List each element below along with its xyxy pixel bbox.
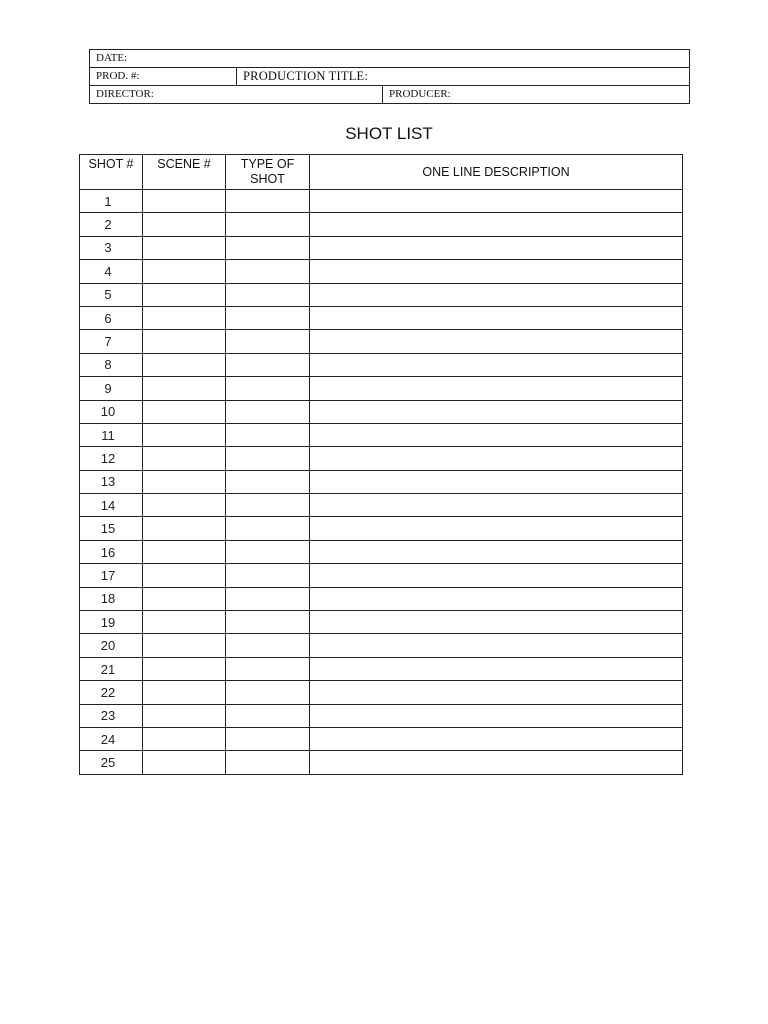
shot-number-cell: 4 [80, 260, 143, 283]
scene-cell[interactable] [143, 727, 226, 750]
table-row [80, 236, 683, 259]
description-cell[interactable] [310, 494, 683, 517]
table-row [80, 400, 683, 423]
table-row [80, 587, 683, 610]
shot-number-cell: 16 [80, 540, 143, 563]
description-cell[interactable] [310, 727, 683, 750]
description-cell[interactable] [310, 283, 683, 306]
date-field[interactable] [90, 50, 689, 67]
scene-cell[interactable] [143, 587, 226, 610]
type-of-shot-cell[interactable] [226, 727, 310, 750]
description-cell[interactable] [310, 657, 683, 680]
scene-cell[interactable] [143, 634, 226, 657]
description-cell[interactable] [310, 190, 683, 213]
type-of-shot-cell[interactable] [226, 236, 310, 259]
type-of-shot-cell[interactable] [226, 260, 310, 283]
info-row-production [90, 68, 689, 86]
producer-field[interactable] [382, 86, 691, 103]
type-of-shot-cell[interactable] [226, 470, 310, 493]
table-row [80, 494, 683, 517]
type-of-shot-cell[interactable] [226, 634, 310, 657]
scene-cell[interactable] [143, 377, 226, 400]
scene-cell[interactable] [143, 283, 226, 306]
table-row [80, 190, 683, 213]
page-title: SHOT LIST [345, 124, 433, 143]
type-of-shot-cell[interactable] [226, 400, 310, 423]
header-type-of-shot [226, 155, 310, 190]
scene-cell[interactable] [143, 236, 226, 259]
type-of-shot-cell[interactable] [226, 657, 310, 680]
header-scene-number: SCENE # [143, 155, 226, 190]
scene-cell[interactable] [143, 657, 226, 680]
scene-cell[interactable] [143, 470, 226, 493]
scene-cell[interactable] [143, 611, 226, 634]
type-of-shot-cell[interactable] [226, 704, 310, 727]
table-row [80, 657, 683, 680]
production-title-field[interactable] [236, 68, 691, 85]
type-of-shot-cell[interactable] [226, 330, 310, 353]
shot-number-cell: 9 [80, 377, 143, 400]
scene-cell[interactable] [143, 306, 226, 329]
description-cell[interactable] [310, 611, 683, 634]
scene-cell[interactable] [143, 400, 226, 423]
prod-number-field[interactable] [90, 68, 236, 85]
shot-number-cell: 8 [80, 353, 143, 376]
info-row-director [90, 86, 689, 103]
type-of-shot-cell[interactable] [226, 283, 310, 306]
type-of-shot-cell[interactable] [226, 306, 310, 329]
scene-cell[interactable] [143, 494, 226, 517]
scene-cell[interactable] [143, 330, 226, 353]
description-cell[interactable] [310, 681, 683, 704]
scene-cell[interactable] [143, 540, 226, 563]
table-row [80, 377, 683, 400]
table-row [80, 564, 683, 587]
description-cell[interactable] [310, 260, 683, 283]
scene-cell[interactable] [143, 681, 226, 704]
scene-cell[interactable] [143, 213, 226, 236]
table-row [80, 447, 683, 470]
table-row [80, 540, 683, 563]
description-cell[interactable] [310, 353, 683, 376]
header-shot-number: SHOT # [80, 155, 143, 190]
table-row [80, 517, 683, 540]
table-row [80, 306, 683, 329]
production-title-label: PRODUCTION TITLE: [243, 69, 369, 83]
shot-number-cell: 3 [80, 236, 143, 259]
description-cell[interactable] [310, 564, 683, 587]
director-label: DIRECTOR: [96, 88, 154, 100]
description-cell[interactable] [310, 751, 683, 774]
type-of-shot-cell[interactable] [226, 190, 310, 213]
shot-number-cell: 23 [80, 704, 143, 727]
type-of-shot-cell[interactable] [226, 447, 310, 470]
type-of-shot-cell[interactable] [226, 587, 310, 610]
type-of-shot-cell[interactable] [226, 213, 310, 236]
type-of-shot-cell[interactable] [226, 540, 310, 563]
description-cell[interactable] [310, 377, 683, 400]
description-cell[interactable] [310, 330, 683, 353]
description-cell[interactable] [310, 236, 683, 259]
scene-cell[interactable] [143, 353, 226, 376]
shot-number-cell: 1 [80, 190, 143, 213]
prod-number-label: PROD. #: [96, 70, 140, 82]
shot-number-cell: 17 [80, 564, 143, 587]
description-cell[interactable] [310, 306, 683, 329]
description-cell[interactable] [310, 517, 683, 540]
shot-rows [80, 190, 683, 775]
table-row [80, 423, 683, 446]
production-info-box [89, 49, 690, 104]
type-of-shot-cell[interactable] [226, 353, 310, 376]
scene-cell[interactable] [143, 447, 226, 470]
table-header-row [80, 155, 683, 190]
shot-number-cell: 22 [80, 681, 143, 704]
table-row [80, 634, 683, 657]
table-row [80, 611, 683, 634]
type-of-shot-cell[interactable] [226, 423, 310, 446]
table-row [80, 330, 683, 353]
shot-number-cell: 10 [80, 400, 143, 423]
info-row-date [90, 50, 689, 68]
description-cell[interactable] [310, 213, 683, 236]
shot-list-table [79, 154, 683, 775]
table-row [80, 213, 683, 236]
scene-cell[interactable] [143, 190, 226, 213]
type-of-shot-cell[interactable] [226, 564, 310, 587]
description-cell[interactable] [310, 470, 683, 493]
shot-number-cell: 5 [80, 283, 143, 306]
producer-label: PRODUCER: [389, 88, 451, 100]
type-of-shot-cell[interactable] [226, 494, 310, 517]
description-cell[interactable] [310, 423, 683, 446]
shot-number-cell: 25 [80, 751, 143, 774]
shot-number-cell: 20 [80, 634, 143, 657]
shot-number-cell: 2 [80, 213, 143, 236]
shot-number-cell: 7 [80, 330, 143, 353]
shot-number-cell: 21 [80, 657, 143, 680]
shot-number-cell: 12 [80, 447, 143, 470]
scene-cell[interactable] [143, 423, 226, 446]
scene-cell[interactable] [143, 564, 226, 587]
date-label: DATE: [96, 52, 128, 64]
table-row [80, 283, 683, 306]
description-cell[interactable] [310, 634, 683, 657]
description-cell[interactable] [310, 704, 683, 727]
shot-number-cell: 24 [80, 727, 143, 750]
type-of-shot-cell[interactable] [226, 681, 310, 704]
type-of-shot-cell[interactable] [226, 751, 310, 774]
description-cell[interactable] [310, 447, 683, 470]
scene-cell[interactable] [143, 260, 226, 283]
header-type-line1: TYPE OF [240, 157, 295, 171]
table-row [80, 704, 683, 727]
shot-number-cell: 13 [80, 470, 143, 493]
shot-number-cell: 11 [80, 423, 143, 446]
type-of-shot-cell[interactable] [226, 611, 310, 634]
type-of-shot-cell[interactable] [226, 517, 310, 540]
table-row [80, 260, 683, 283]
header-type-line2: SHOT [250, 172, 285, 186]
table-row [80, 751, 683, 774]
director-field[interactable] [90, 86, 382, 103]
scene-cell[interactable] [143, 751, 226, 774]
description-cell[interactable] [310, 540, 683, 563]
description-cell[interactable] [310, 587, 683, 610]
table-row [80, 681, 683, 704]
scene-cell[interactable] [143, 704, 226, 727]
shot-number-cell: 6 [80, 306, 143, 329]
shot-number-cell: 19 [80, 611, 143, 634]
type-of-shot-cell[interactable] [226, 377, 310, 400]
table-row [80, 353, 683, 376]
shot-number-cell: 18 [80, 587, 143, 610]
header-description: ONE LINE DESCRIPTION [310, 155, 683, 190]
shot-number-cell: 15 [80, 517, 143, 540]
description-cell[interactable] [310, 400, 683, 423]
table-row [80, 470, 683, 493]
shot-number-cell: 14 [80, 494, 143, 517]
scene-cell[interactable] [143, 517, 226, 540]
table-row [80, 727, 683, 750]
